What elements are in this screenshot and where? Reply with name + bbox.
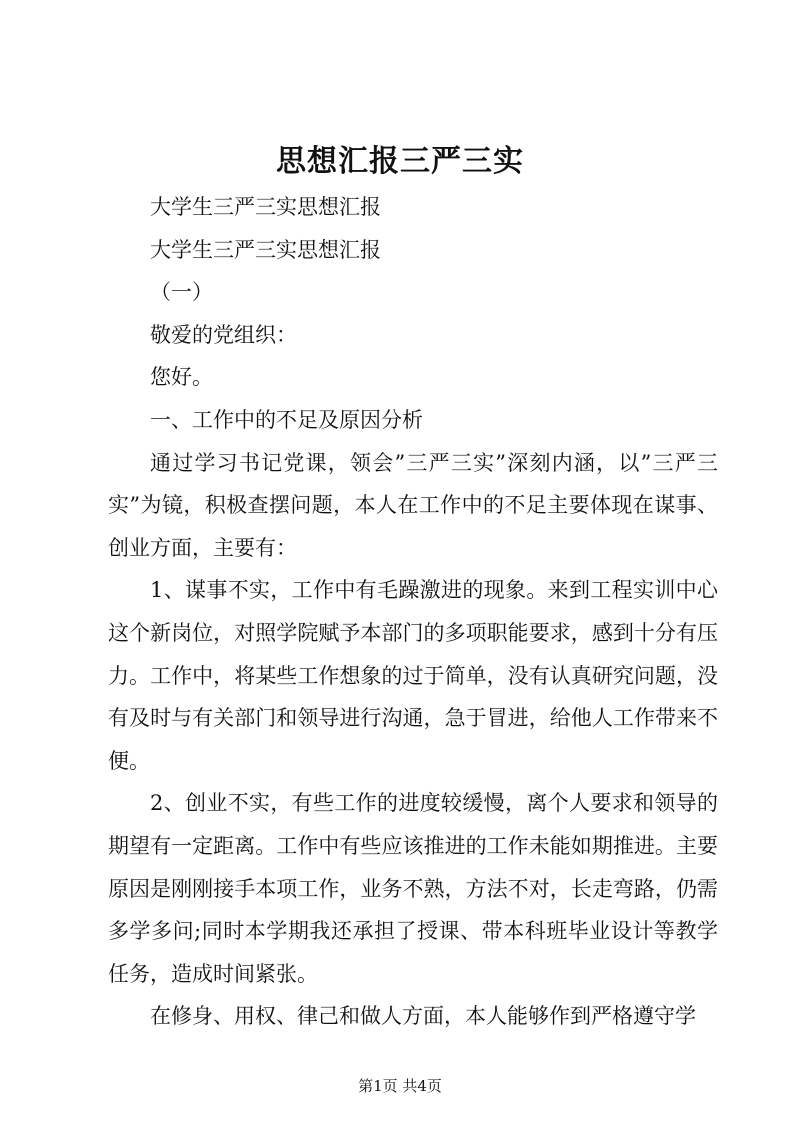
paragraph: 在修身、用权、律己和做人方面，本人能够作到严格遵守学 <box>150 1004 696 1029</box>
paragraph: 大学生三严三实思想汇报 <box>150 195 381 219</box>
paragraph: （一） <box>150 280 213 305</box>
paragraph: 2、创业不实，有些工作的进度较缓慢，离个人要求和领导的期望有一定距离。工作中有些应该推进的工作未能如期推进。主要原因是刚刚接手本项工作，业务不熟，方法不对，长走弯路，仍需多学多问;同时本学期我还承担了授课、带本科班毕业设计等教学任务，造成时间紧张。 <box>108 791 718 986</box>
paragraph: 通过学习书记党课，领会”三严三实”深刻内涵，以”三严三实”为镜，积极查摆问题，本人在工作中的不足主要体现在谋事、创业方面，主要有： <box>108 450 718 560</box>
paragraph: 大学生三严三实思想汇报 <box>150 237 381 262</box>
document-body <box>108 186 718 1038</box>
document-title: 思想汇报三严三实 <box>276 144 524 179</box>
page-footer: 第1页 共4页 <box>358 1077 442 1095</box>
section-heading: 一、工作中的不足及原因分析 <box>150 407 423 432</box>
paragraph: 1、谋事不实，工作中有毛躁激进的现象。来到工程实训中心这个新岗位，对照学院赋予本部门的多项职能要求，感到十分有压力。工作中，将某些工作想象的过于简单，没有认真研究问题，没有及时与有关部门和领导进行沟通，急于冒进，给他人工作带来不便。 <box>108 578 718 773</box>
greeting: 您好。 <box>150 365 213 390</box>
salutation: 敬爱的党组织： <box>150 322 297 347</box>
